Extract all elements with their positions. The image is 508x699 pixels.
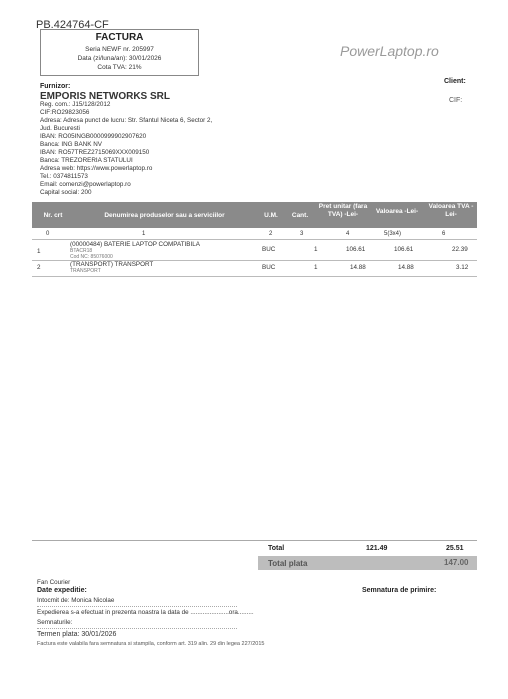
total-value: 121.49 [366,545,388,552]
row-um: BUC [262,246,276,253]
col-price-header: Pret unitar (fara TVA) -Lei- [318,203,368,218]
row-product-name: (TRANSPORT) TRANSPORT [70,261,154,268]
supplier-capital: Capital social: 200 [40,189,92,196]
row-divider [32,276,477,277]
row-product-code: BTACR18 [70,248,93,254]
shipping-data-label: Date expeditie: [37,587,87,594]
invoice-vat-rate: Cota TVA: 21% [97,64,142,71]
row-product-name: (00000484) BATERIE LAPTOP COMPATIBILA [70,241,200,248]
col-um-header: U.M. [264,212,278,219]
row-nr: 2 [37,264,41,271]
col-value-header: Valoarea -Lei- [375,208,419,215]
client-cif-label: CIF: [449,97,463,104]
supplier-cif: CIF:RO29823056 [40,109,90,116]
row-nr: 1 [37,248,41,255]
col-index-4: 4 [346,231,350,237]
col-index-5: 5(3x4) [384,231,402,237]
invoice-header-box [40,29,199,76]
col-index-3: 3 [300,231,304,237]
col-index-1: 1 [142,231,146,237]
col-index-0: 0 [46,231,50,237]
invoice-serie: Seria NEWF nr. 205997 [85,46,154,53]
column-index-row [32,229,477,240]
col-nr-header: Nr. crt [43,212,63,219]
row-unit-price: 106.61 [346,246,366,253]
total-payment-value: 147.00 [444,558,469,567]
footer-divider [37,628,237,629]
invoice-date: Data (zi/luna/an): 30/01/2026 [77,55,162,62]
shipping-statement: Expedierea s-a efectuat in prezenta noastra la data de ......................ora......... [37,609,254,616]
supplier-bank-1: Banca: ING BANK NV [40,141,102,148]
totals-divider [32,540,477,541]
signatures-label: Semnaturile: [37,619,73,626]
row-vat: 3.12 [456,264,469,271]
row-product-code: TRANSPORT [70,268,101,274]
col-qty-header: Cant. [291,212,309,219]
issued-by: Intocmit de: Monica Nicolae [37,597,115,604]
supplier-address: Adresa: Adresa punct de lucru: Str. Sfantul Niceta 6, Sector 2, [40,117,213,124]
company-logo: PowerLaptop.ro [340,43,439,59]
supplier-bank-2: Banca: TREZORERIA STATULUI [40,157,133,164]
col-index-2: 2 [269,231,273,237]
col-vat-header: Valoarea TVA -Lei- [428,203,474,218]
row-value: 14.88 [398,264,414,271]
row-qty: 1 [314,246,318,253]
supplier-name: EMPORIS NETWORKS SRL [40,91,171,102]
supplier-iban-1: IBAN: RO05INGB0000999902907620 [40,133,147,140]
payment-term: Termen plata: 30/01/2026 [37,631,117,638]
legal-note: Factura este valabila fara semnatura si stampila, conform art. 319 alin. 29 din legea 227/2015 [37,641,265,647]
table-row [32,261,477,275]
supplier-label: Furnizor: [40,83,71,90]
supplier-phone: Tel.: 0374811573 [40,173,88,180]
row-vat: 22.39 [452,246,468,253]
table-row [32,240,477,260]
supplier-county: Jud. Bucuresti [40,125,80,132]
row-qty: 1 [314,264,318,271]
receipt-signature-label: Semnatura de primire: [362,587,437,594]
supplier-web: Adresa web: https://www.powerlaptop.ro [40,165,153,172]
courier-name: Fan Courier [37,579,71,586]
total-payment-label: Total plata [268,559,308,568]
col-index-6: 6 [442,231,446,237]
supplier-email: Email: comenzi@powerlaptop.ro [40,181,131,188]
total-label: Total [268,545,285,552]
col-name-header: Denumirea produselor sau a serviciilor [104,212,225,219]
document-code: PB.424764-CF [36,19,109,31]
supplier-iban-2: IBAN: RO57TREZ2715069XXX009150 [40,149,150,156]
row-value: 106.61 [394,246,414,253]
invoice-title: FACTURA [95,32,144,43]
table-header [32,202,477,228]
footer-divider [37,606,237,607]
supplier-reg: Reg. com.: J15/128/2012 [40,101,111,108]
row-product-nc: Cod NC: 85076000 [70,254,113,260]
row-unit-price: 14.88 [350,264,366,271]
client-label: Client: [444,78,466,85]
row-um: BUC [262,264,276,271]
total-vat: 25.51 [446,545,464,552]
